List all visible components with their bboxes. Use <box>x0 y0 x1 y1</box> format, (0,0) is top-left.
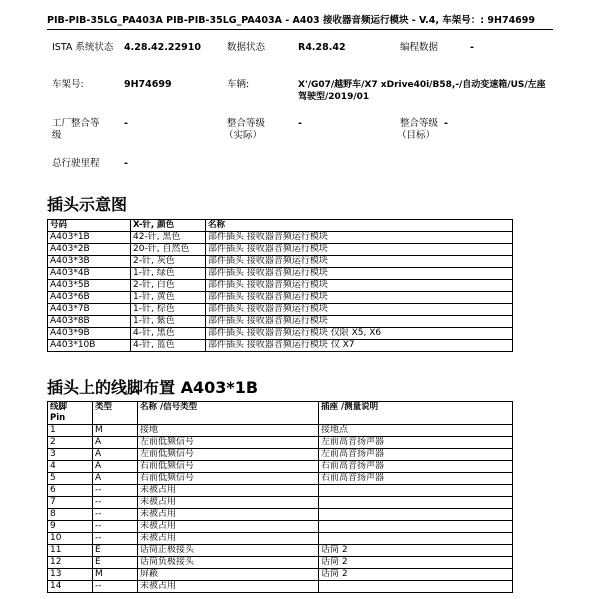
pin-signal-cell: 未被占用 <box>138 533 319 545</box>
pin-type-cell: A <box>93 473 138 485</box>
plug-table-row <box>48 292 513 304</box>
pin-number-cell: 10 <box>48 533 93 545</box>
pin-table-row <box>48 581 513 593</box>
plug-table-row <box>48 244 513 256</box>
pin-table-row <box>48 533 513 545</box>
pin-type-cell: A <box>93 461 138 473</box>
pin-measurement-cell: 右前高音扬声器 <box>319 473 513 485</box>
pin-type-cell: -- <box>93 509 138 521</box>
plug-table-header <box>48 220 513 232</box>
pin-type-cell: A <box>93 449 138 461</box>
integration-target-label-line1: 整合等级 <box>400 118 439 129</box>
plug-number-cell: A403*9B <box>48 328 131 340</box>
vin-label: 车架号: <box>52 79 84 90</box>
pin-table <box>47 401 513 593</box>
plug-number-cell: A403*2B <box>48 244 131 256</box>
pin-signal-cell: 话筒正极接头 <box>138 545 319 557</box>
data-status-value: R4.28.42 <box>298 42 346 53</box>
vin-value: 9H74699 <box>124 79 172 90</box>
pin-col-signal: 名称 /信号类型 <box>138 402 319 425</box>
factory-label-line1: 工厂整合等 <box>52 118 100 129</box>
integration-actual-label-line2: （实际） <box>224 130 263 141</box>
pin-table-row <box>48 521 513 533</box>
plug-name-cell: 部件插头 接收器音频运行模块 <box>206 280 513 292</box>
pin-measurement-cell <box>319 521 513 533</box>
pin-col-type: 类型 <box>93 402 138 425</box>
plug-name-cell: 部件插头 接收器音频运行模块 <box>206 232 513 244</box>
pin-measurement-cell: 左前高音扬声器 <box>319 437 513 449</box>
pin-table-row <box>48 545 513 557</box>
plug-pins-color-cell: 42-针, 黑色 <box>131 232 206 244</box>
plug-pins-color-cell: 20-针, 自然色 <box>131 244 206 256</box>
pin-number-cell: 4 <box>48 461 93 473</box>
pin-measurement-cell <box>319 497 513 509</box>
pin-measurement-cell: 话筒 2 <box>319 557 513 569</box>
integration-actual-value: - <box>298 118 302 129</box>
plug-table-row <box>48 280 513 292</box>
vehicle-value-line2: 驾驶型/2019/01 <box>298 92 370 102</box>
plug-number-cell: A403*6B <box>48 292 131 304</box>
pin-signal-cell: 话筒负极接头 <box>138 557 319 569</box>
pin-number-cell: 6 <box>48 485 93 497</box>
pin-type-cell: A <box>93 437 138 449</box>
plug-number-cell: A403*4B <box>48 268 131 280</box>
vehicle-value-line1: X'/G07/越野车/X7 xDrive40i/B58,-/自动变速箱/US/左座 <box>298 80 546 90</box>
plug-name-cell: 部件插头 接收器音频运行模块 <box>206 316 513 328</box>
pin-number-cell: 13 <box>48 569 93 581</box>
header-divider <box>47 29 553 30</box>
plug-number-cell: A403*1B <box>48 232 131 244</box>
pin-signal-cell: 左前低频信号 <box>138 437 319 449</box>
ista-label: ISTA 系统状态 <box>52 42 114 53</box>
info-row-2 <box>52 68 562 106</box>
pin-measurement-cell: 接地点 <box>319 425 513 437</box>
factory-value: - <box>124 118 128 129</box>
pin-type-cell: -- <box>93 485 138 497</box>
document-header: PIB-PIB-35LG_PA403A PIB-PIB-35LG_PA403A - A403 接收器音频运行模块 - V.4, 车架号：: 9H74699 <box>47 15 536 26</box>
pin-number-cell: 14 <box>48 581 93 593</box>
pin-signal-cell: 左前低频信号 <box>138 449 319 461</box>
pin-table-row <box>48 473 513 485</box>
pin-type-cell: -- <box>93 497 138 509</box>
plug-pins-color-cell: 1-针, 绿色 <box>131 268 206 280</box>
pin-measurement-cell: 右前高音扬声器 <box>319 461 513 473</box>
plug-pins-color-cell: 2-针, 白色 <box>131 280 206 292</box>
plug-name-cell: 部件插头 接收器音频运行模块 <box>206 292 513 304</box>
pin-table-row <box>48 497 513 509</box>
integration-actual-label-line1: 整合等级 <box>227 118 266 129</box>
plug-col-name: 名称 <box>206 220 513 232</box>
plug-number-cell: A403*3B <box>48 256 131 268</box>
pin-number-cell: 11 <box>48 545 93 557</box>
ista-value: 4.28.42.22910 <box>124 42 201 53</box>
plug-pins-color-cell: 1-针, 棕色 <box>131 304 206 316</box>
pin-signal-cell: 未被占用 <box>138 485 319 497</box>
pin-type-cell: M <box>93 425 138 437</box>
pin-type-cell: -- <box>93 581 138 593</box>
pin-table-row <box>48 437 513 449</box>
pin-type-cell: -- <box>93 521 138 533</box>
plug-table <box>47 219 513 352</box>
plug-number-cell: A403*10B <box>48 340 131 352</box>
pin-table-row <box>48 509 513 521</box>
plug-name-cell: 部件插头 接收器音频运行模块 <box>206 304 513 316</box>
pin-table-row <box>48 569 513 581</box>
data-status-label: 数据状态 <box>227 42 266 53</box>
pin-number-cell: 1 <box>48 425 93 437</box>
info-row-3 <box>52 106 562 146</box>
plug-name-cell: 部件插头 接收器音频运行模块 仅限 X5, X6 <box>206 328 513 340</box>
pin-number-cell: 12 <box>48 557 93 569</box>
pin-signal-cell: 接地 <box>138 425 319 437</box>
plug-number-cell: A403*7B <box>48 304 131 316</box>
plug-pins-color-cell: 1-针, 紫色 <box>131 316 206 328</box>
plug-table-row <box>48 232 513 244</box>
pin-signal-cell: 右前低频信号 <box>138 461 319 473</box>
programming-label: 编程数据 <box>400 42 439 53</box>
factory-label-line2: 级 <box>52 130 62 141</box>
pin-table-row <box>48 449 513 461</box>
pin-col-pin: 线脚 Pin <box>48 402 93 425</box>
pin-table-row <box>48 485 513 497</box>
pin-measurement-cell <box>319 533 513 545</box>
plug-number-cell: A403*8B <box>48 316 131 328</box>
plug-table-row <box>48 256 513 268</box>
pin-signal-cell: 未被占用 <box>138 581 319 593</box>
pin-type-cell: M <box>93 569 138 581</box>
programming-value: - <box>470 42 474 53</box>
integration-target-value: - <box>444 118 448 129</box>
plug-pins-color-cell: 1-针, 黄色 <box>131 292 206 304</box>
plug-table-row <box>48 328 513 340</box>
pin-signal-cell: 未被占用 <box>138 497 319 509</box>
pin-number-cell: 5 <box>48 473 93 485</box>
plug-pins-color-cell: 4-针, 蓝色 <box>131 340 206 352</box>
pin-col-measurement: 插座 /测量说明 <box>319 402 513 425</box>
pin-section-title: 插头上的线脚布置 A403*1B <box>47 378 259 397</box>
pin-type-cell: -- <box>93 533 138 545</box>
plug-col-number: 号码 <box>48 220 131 232</box>
pin-measurement-cell <box>319 485 513 497</box>
info-row-4 <box>52 146 562 169</box>
pin-number-cell: 2 <box>48 437 93 449</box>
pin-table-header <box>48 402 513 425</box>
pin-type-cell: E <box>93 557 138 569</box>
plug-name-cell: 部件插头 接收器音频运行模块 <box>206 268 513 280</box>
pin-table-row <box>48 425 513 437</box>
pin-type-cell: E <box>93 545 138 557</box>
pin-number-cell: 9 <box>48 521 93 533</box>
plug-table-row <box>48 268 513 280</box>
plug-number-cell: A403*5B <box>48 280 131 292</box>
plug-table-row <box>48 316 513 328</box>
pin-signal-cell: 未被占用 <box>138 509 319 521</box>
plug-section-title: 插头示意图 <box>47 195 128 214</box>
plug-pins-color-cell: 4-针, 黑色 <box>131 328 206 340</box>
mileage-value: - <box>124 158 128 169</box>
integration-target-label-line2: （目标） <box>397 130 436 141</box>
plug-col-pins-color: X-针, 颜色 <box>131 220 206 232</box>
plug-name-cell: 部件插头 接收器音频运行模块 仅 X7 <box>206 340 513 352</box>
pin-measurement-cell <box>319 509 513 521</box>
plug-table-row <box>48 340 513 352</box>
pin-measurement-cell <box>319 581 513 593</box>
plug-name-cell: 部件插头 接收器音频运行模块 <box>206 256 513 268</box>
pin-number-cell: 7 <box>48 497 93 509</box>
pin-table-row <box>48 557 513 569</box>
pin-signal-cell: 屏蔽 <box>138 569 319 581</box>
plug-name-cell: 部件插头 接收器音频运行模块 <box>206 244 513 256</box>
pin-measurement-cell: 左前高音扬声器 <box>319 449 513 461</box>
plug-pins-color-cell: 2-针, 灰色 <box>131 256 206 268</box>
pin-signal-cell: 右前低频信号 <box>138 473 319 485</box>
info-row-1 <box>52 36 562 68</box>
pin-measurement-cell: 话筒 2 <box>319 569 513 581</box>
pin-table-row <box>48 461 513 473</box>
pin-number-cell: 3 <box>48 449 93 461</box>
pin-measurement-cell: 话筒 2 <box>319 545 513 557</box>
mileage-label: 总行驶里程 <box>52 158 100 169</box>
info-block <box>52 36 562 169</box>
vehicle-label: 车辆: <box>227 79 250 90</box>
pin-signal-cell: 未被占用 <box>138 521 319 533</box>
pin-number-cell: 8 <box>48 509 93 521</box>
plug-table-row <box>48 304 513 316</box>
